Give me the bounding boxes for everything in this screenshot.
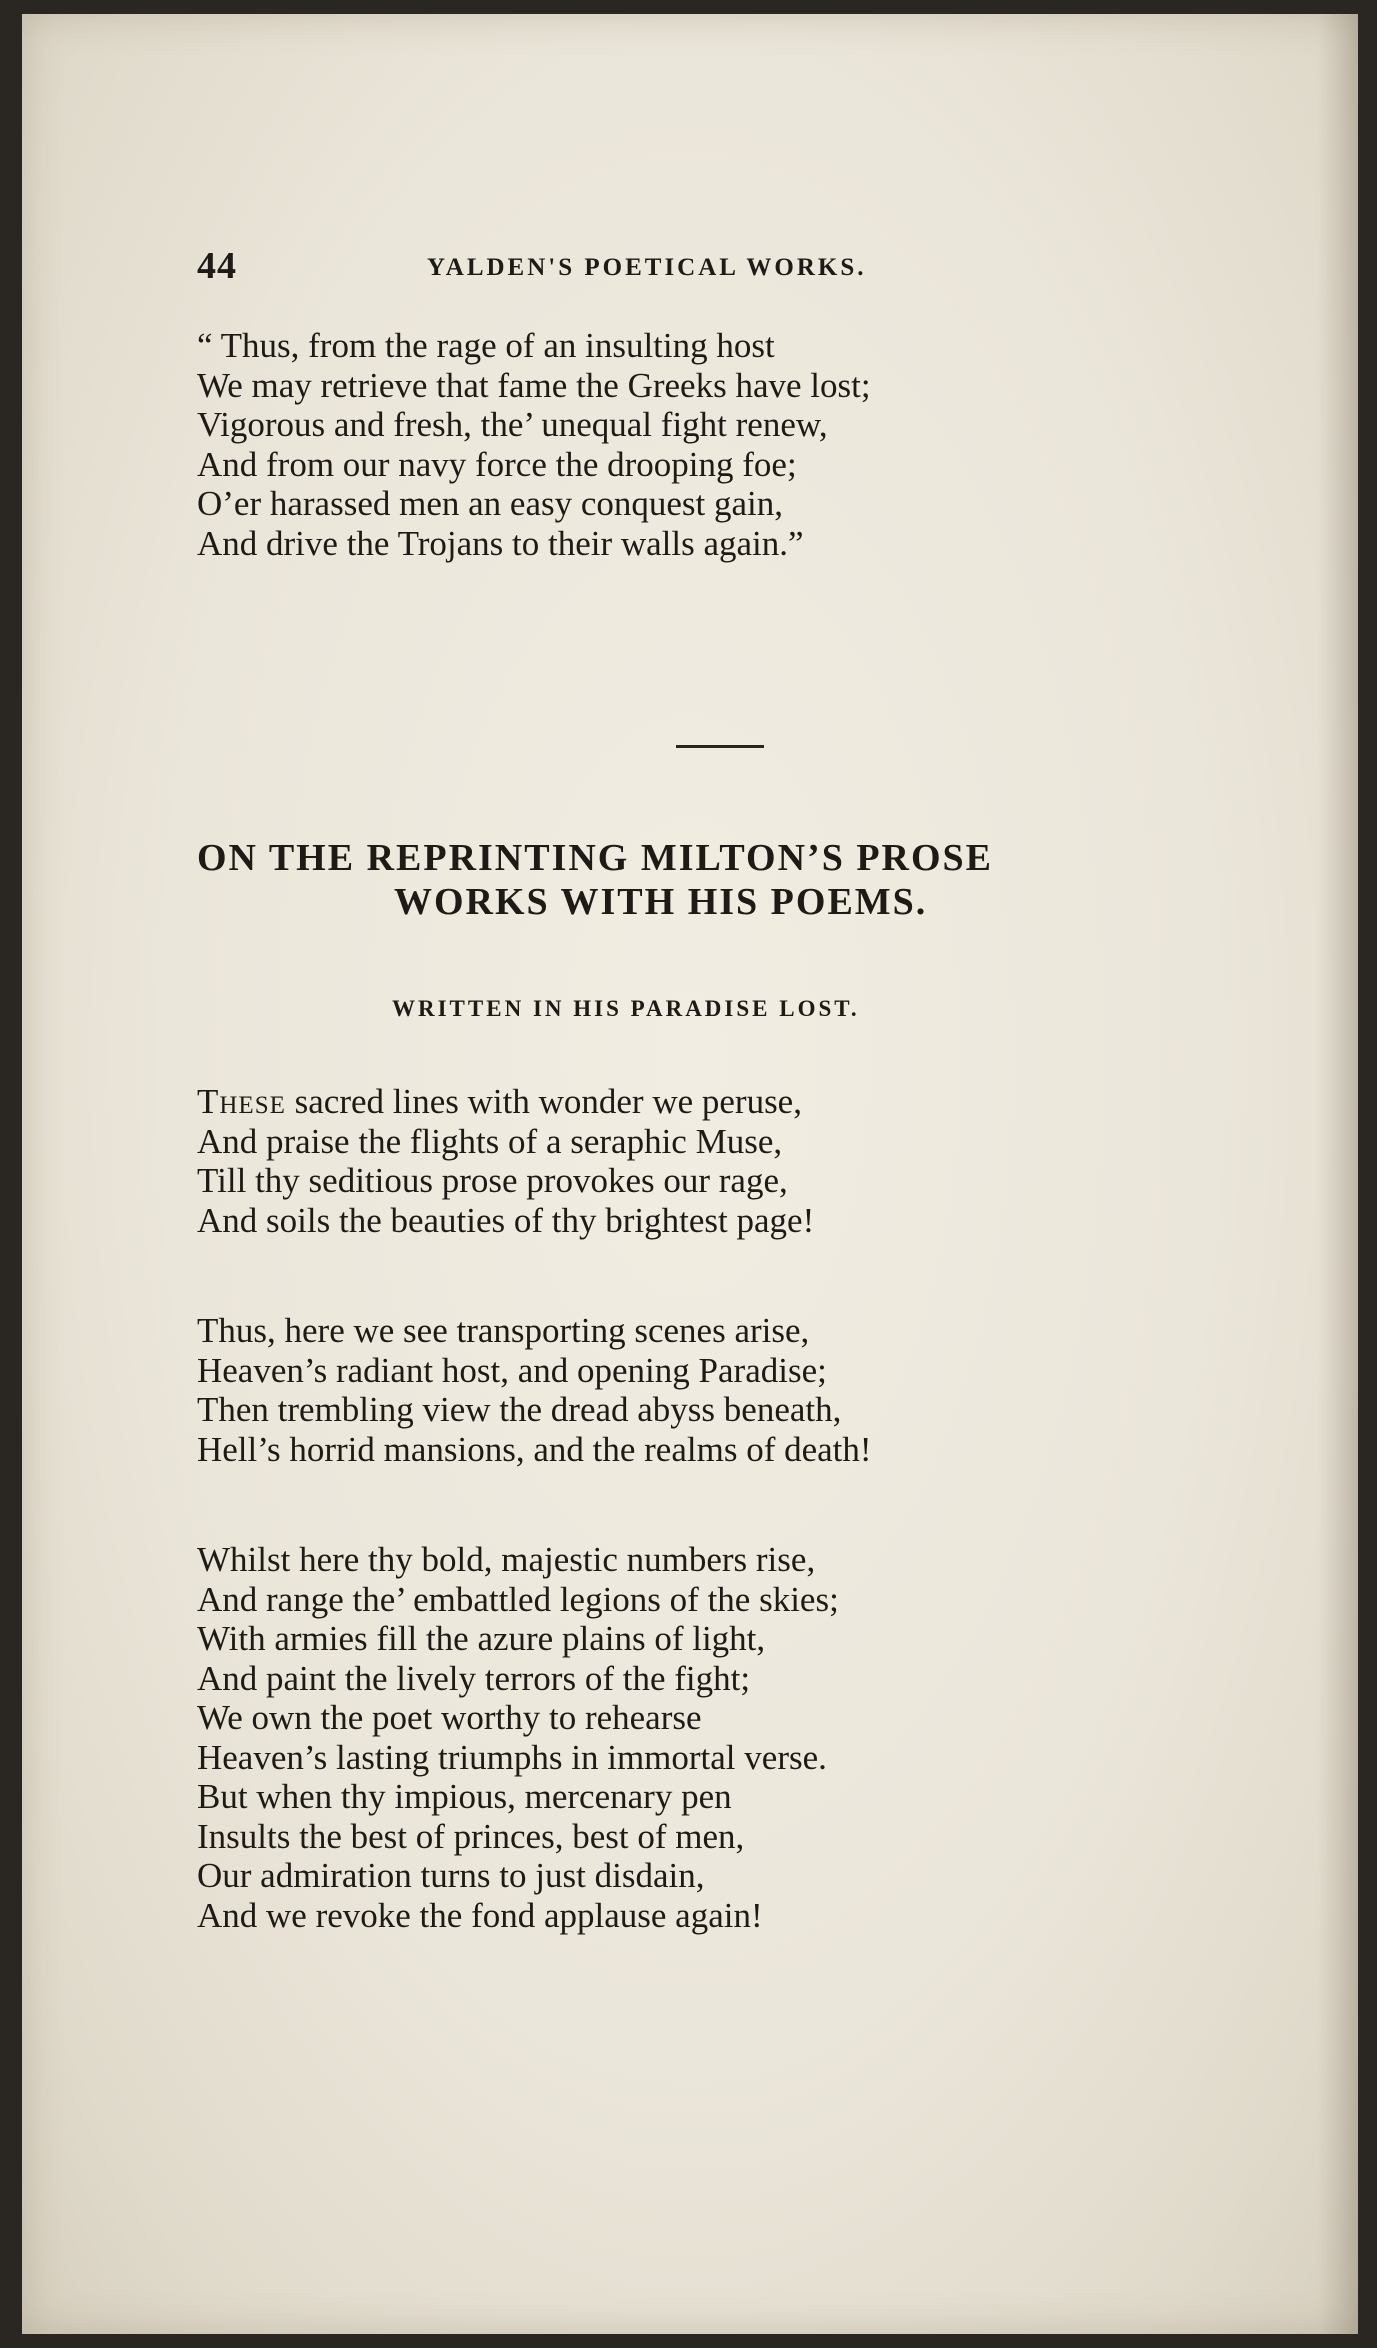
- verse-line: And from our navy force the drooping foe;: [197, 444, 797, 484]
- running-head: YALDEN'S POETICAL WORKS.: [427, 254, 867, 281]
- book-page: [22, 14, 1358, 2334]
- stanza: [197, 1082, 814, 1240]
- verse-line: Our admiration turns to just disdain,: [197, 1856, 705, 1895]
- verse-line: But when thy impious, mercenary pen: [197, 1777, 732, 1816]
- verse-line: “ Thus, from the rage of an insulting host: [197, 326, 775, 365]
- verse-line: Whilst here thy bold, majestic numbers rise,: [197, 1540, 816, 1579]
- verse-line-text: sacred lines with wonder we peruse,: [285, 1082, 802, 1121]
- poem-title-line-1: ON THE REPRINTING MILTON’S PROSE: [197, 837, 994, 879]
- verse-line: Insults the best of princes, best of men,: [197, 1816, 745, 1856]
- quoted-passage: [197, 326, 871, 563]
- verse-line: And praise the flights of a seraphic Muse,: [197, 1121, 783, 1161]
- verse-line: Vigorous and fresh, the’ unequal fight renew,: [197, 405, 828, 444]
- poem-title: [197, 836, 1257, 924]
- poem-subtitle: WRITTEN IN HIS PARADISE LOST.: [392, 996, 860, 1021]
- stanza: [197, 1311, 872, 1469]
- page-edge-shadow: [1318, 14, 1358, 2334]
- stanza: [197, 1540, 839, 1935]
- verse-line: And drive the Trojans to their walls again.”: [197, 523, 804, 563]
- section-divider: [676, 745, 764, 748]
- verse-line: [197, 1082, 814, 1122]
- verse-line: Thus, here we see transporting scenes arise,: [197, 1311, 810, 1350]
- verse-line: And soils the beauties of thy brightest page!: [197, 1200, 815, 1240]
- page-header: [197, 244, 1197, 304]
- verse-line: And we revoke the fond applause again!: [197, 1895, 763, 1935]
- verse-line: We may retrieve that fame the Greeks have lost;: [197, 365, 871, 405]
- verse-line: With armies fill the azure plains of light,: [197, 1619, 766, 1658]
- verse-line: Then trembling view the dread abyss beneath,: [197, 1390, 842, 1429]
- verse-line: Heaven’s lasting triumphs in immortal verse.: [197, 1737, 827, 1777]
- opening-word: These: [197, 1082, 286, 1121]
- verse-line: Till thy seditious prose provokes our rage,: [197, 1161, 788, 1200]
- verse-line: Hell’s horrid mansions, and the realms of death!: [197, 1429, 872, 1469]
- poem-title-line-2: WORKS WITH HIS POEMS.: [394, 881, 928, 923]
- verse-line: We own the poet worthy to rehearse: [197, 1698, 702, 1737]
- page-number: 44: [197, 245, 237, 287]
- verse-line: And paint the lively terrors of the fight;: [197, 1658, 751, 1698]
- verse-line: Heaven’s radiant host, and opening Paradise;: [197, 1350, 827, 1390]
- verse-line: And range the’ embattled legions of the skies;: [197, 1579, 839, 1619]
- verse-line: O’er harassed men an easy conquest gain,: [197, 484, 784, 523]
